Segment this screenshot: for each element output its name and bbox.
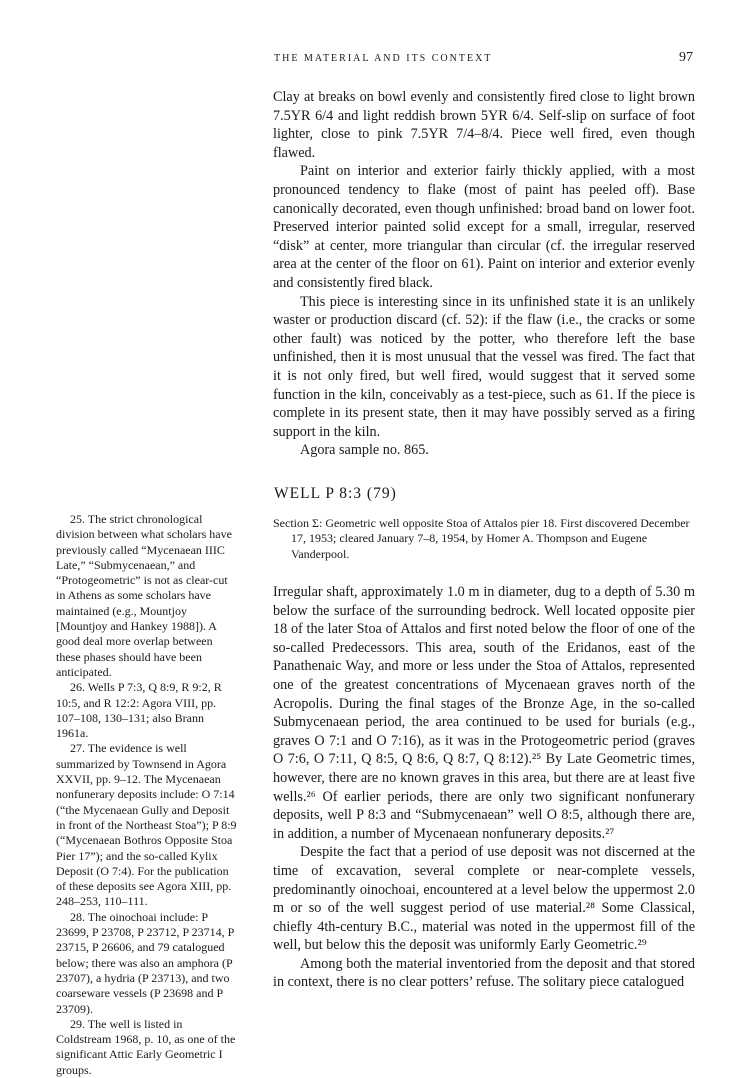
footnote: 25. The strict chronological division between what scholars have previously called “Mycenaean IIIC Late,” “Submycenaean,” and “Protogeometric” is not as clear-cut in Athens as some scholars have maintained (e.g., Mountjoy [Mountjoy and Hankey 1988]). A good deal more overlap between these phases should have been anticipated.: [56, 512, 232, 679]
body-paragraph: Among both the material inventoried from the deposit and that stored in context, there is no clear potters’ refuse. The solitary piece catalogued: [273, 955, 695, 991]
footnote: 26. Wells P 7:3, Q 8:9, R 9:2, R 10:5, and R 12:2: Agora VIII, pp. 107–108, 130–131; also Brann 1961a.: [56, 680, 222, 741]
section-context-note: [273, 516, 693, 562]
footnote: 29. The well is listed in Coldstream 1968, p. 10, as one of the significant Attic Early Geometric I groups.: [56, 1016, 236, 1077]
footnotes-column: [56, 512, 238, 1078]
body-paragraph: Despite the fact that a period of use deposit was not discerned at the time of excavation, several complete or near-complete vessels, predominantly oinochoai, encountered at a level below the uppermost 2.0 m or so of the well suggest period of use material.²⁸ Some Classical, chiefly 4th-century B.C., material was noted in the uppermost fill of the well, but below this the deposit was uniformly Early Geometric.²⁹: [273, 844, 695, 954]
entry-paragraph: Paint on interior and exterior fairly thickly applied, with a most pronounced tendency to flake (most of paint has peeled off). Base canonically decorated, even though unfinished: broad band on lower foot. Preserved interior painted solid except for a small, irregular, reserved “disk” at center, more triangular than circular (cf. the irregular reserved area at the center of the floor on 61). Paint on interior and exterior evenly and consistently fired black.: [273, 163, 695, 291]
entry-paragraph: Clay at breaks on bowl evenly and consistently fired close to light brown 7.5YR 6/4 and light reddish brown 5YR 6/4. Self-slip on surface of foot lighter, close to pink 7.5YR 7/4–8/4. Piece well fired, even though flawed.: [273, 89, 695, 161]
footnote: 28. The oinochoai include: P 23699, P 23708, P 23712, P 23714, P 23715, P 26606, and 79 catalogued below; there was also an amphora (P 23707), a hydria (P 23713), and two coarseware vessels (P 23698 and P 23709).: [56, 909, 234, 1016]
page-number: 97: [679, 50, 693, 65]
catalogue-entry-text: [273, 88, 695, 460]
section-note-text: Section Σ: Geometric well opposite Stoa of Attalos pier 18. First discovered December 17, 1953; cleared January 7–8, 1954, by Homer A. Thompson and Eugene Vanderpool.: [273, 516, 690, 561]
entry-paragraph: This piece is interesting since in its unfinished state it is an unlikely waster or production discard (cf. 52): if the flaw (i.e., the cracks or some other fault) was noticed by the potter, who therefore left the base unfinished, then it is most unusual that the vessel was fired. The fact that it is not only fired, but well fired, would suggest that it served some function in the kiln, conceivably as a test-piece, such as 61. If the piece is complete in its present state, then it may have possibly served as a firing support in the kiln.: [273, 293, 695, 440]
section-heading: WELL P 8:3 (79): [274, 485, 397, 502]
running-head: THE MATERIAL AND ITS CONTEXT: [274, 53, 493, 64]
section-body-text: [273, 583, 695, 992]
entry-paragraph: Agora sample no. 865.: [300, 442, 429, 459]
footnote: 27. The evidence is well summarized by Townsend in Agora XXVII, pp. 9–12. The Mycenaean nonfunerary deposits include: O 7:14 (“the Mycenaean Gully and Deposit in front of the Northeast Stoa”); P 8:9 (“Mycenaean Bothros Opposite Stoa Pier 17”); and the so-called Kylix Deposit (O 7:4). For the publication of these deposits see Agora XIII, pp. 248–253, 110–111.: [56, 741, 237, 909]
body-paragraph: Irregular shaft, approximately 1.0 m in diameter, dug to a depth of 5.30 m below the surface of the surrounding bedrock. Well located opposite pier 18 of the later Stoa of Attalos and first noted below the floor of one of the so-called Predecessors. This area, south of the Eridanos, east of the Panathenaic Way, and more or less under the Stoa of Attalos, represented one of the greatest concentrations of Mycenaean graves north of the Acropolis. During the final stages of the Bronze Age, in the so-called Submycenaean period, the area continued to be used for burials (e.g., graves O 7:1 and O 7:16), as it was in the Protogeometric period (graves O 7:6, O 7:11, Q 8:5, Q 8:6, Q 8:7, Q 8:12).²⁵ By Late Geometric times, however, there are no known graves in this area, but there are at least five wells.²⁶ Of earlier periods, there are only two significant nonfunerary deposits, well P 8:3 and “Submycenaean” well O 8:5, although there are, in addition, a number of Mycenaean nonfunerary deposits.²⁷: [273, 584, 695, 842]
